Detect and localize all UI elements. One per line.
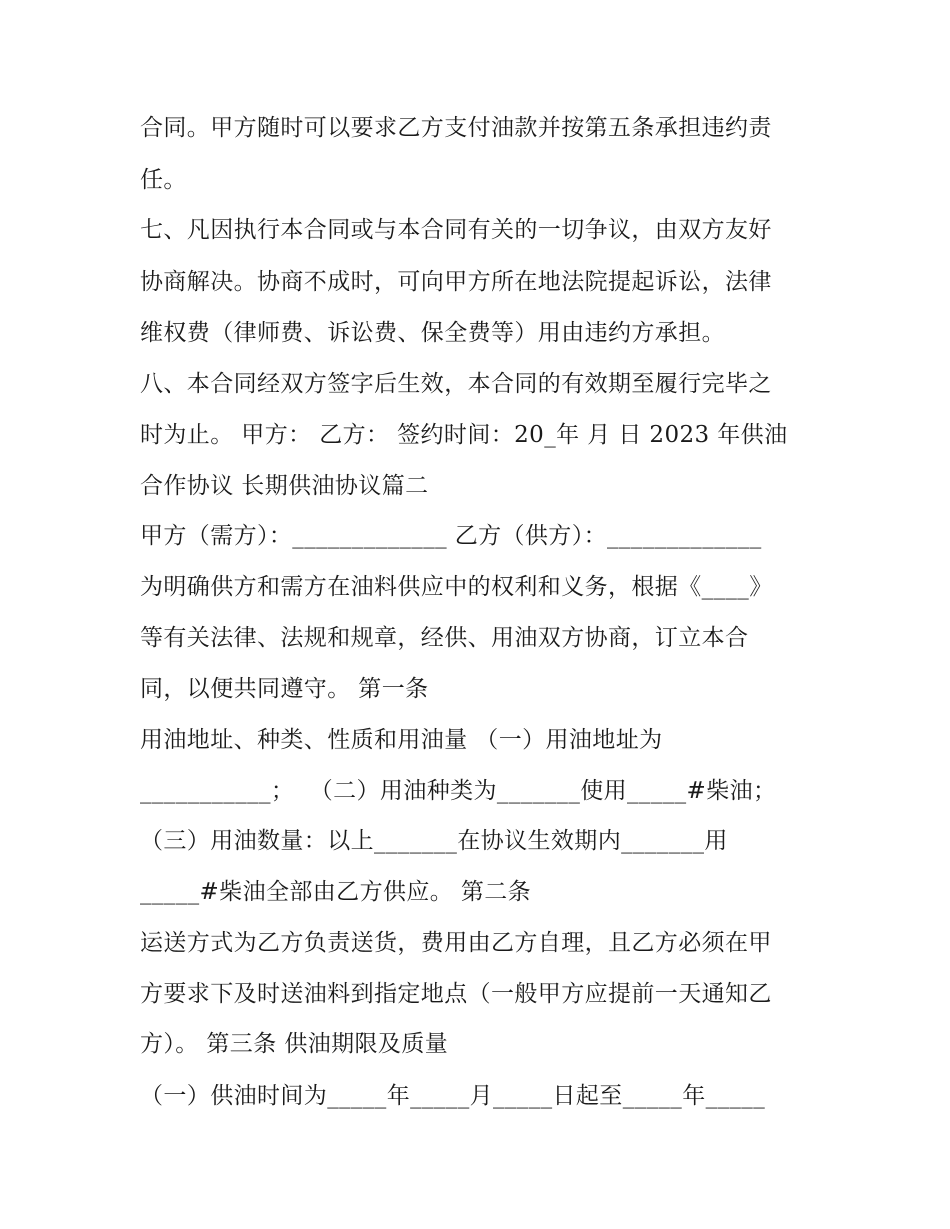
text-line: 用油地址、种类、性质和用油量 （一）用油地址为 [140,727,663,753]
text-line: 协商解决。协商不成时，可向甲方所在地法院提起诉讼，法律 [140,269,772,295]
text-line: 方）。 第三条 供油期限及质量 [140,1031,449,1057]
text-line: 同，以便共同遵守。 第一条 [140,676,429,702]
text-line: 八、本合同经双方签字后生效，本合同的有效期至履行完毕之 [140,371,772,397]
text-line: 时为止。 甲方： 乙方： 签约时间：20_年 月 日 2023 年供油 [140,422,788,448]
text-line: （三）用油数量：以上_______在协议生效期内_______用 [140,828,728,854]
text-line: 运送方式为乙方负责送货，费用由乙方自理，且乙方必须在甲 [140,930,772,956]
text-line: 为明确供方和需方在油料供应中的权利和义务，根据《____》 [140,574,773,600]
text-line: （一）供油时间为_____年_____月_____日起至_____年_____ [140,1083,766,1109]
text-line: 方要求下及时送油料到指定地点（一般甲方应提前一天通知乙 [140,981,772,1007]
text-line: 甲方（需方）：_____________ 乙方（供方）：_____________ [140,523,762,549]
text-line: ___________； （二）用油种类为_______使用_____#柴油； [140,778,777,804]
text-line: 任。 [140,167,187,193]
text-line: 合作协议 长期供油协议篇二 [140,473,429,499]
text-line: 维权费（律师费、诉讼费、保全费等）用由违约方承担。 [140,320,725,346]
text-line: _____#柴油全部由乙方供应。 第二条 [140,879,532,905]
text-line: 合同。甲方随时可以要求乙方支付油款并按第五条承担违约责 [140,115,772,141]
text-line: 等有关法律、法规和规章，经供、用油双方协商，订立本合 [140,625,749,651]
text-line: 七、凡因执行本合同或与本合同有关的一切争议，由双方友好 [140,217,772,243]
